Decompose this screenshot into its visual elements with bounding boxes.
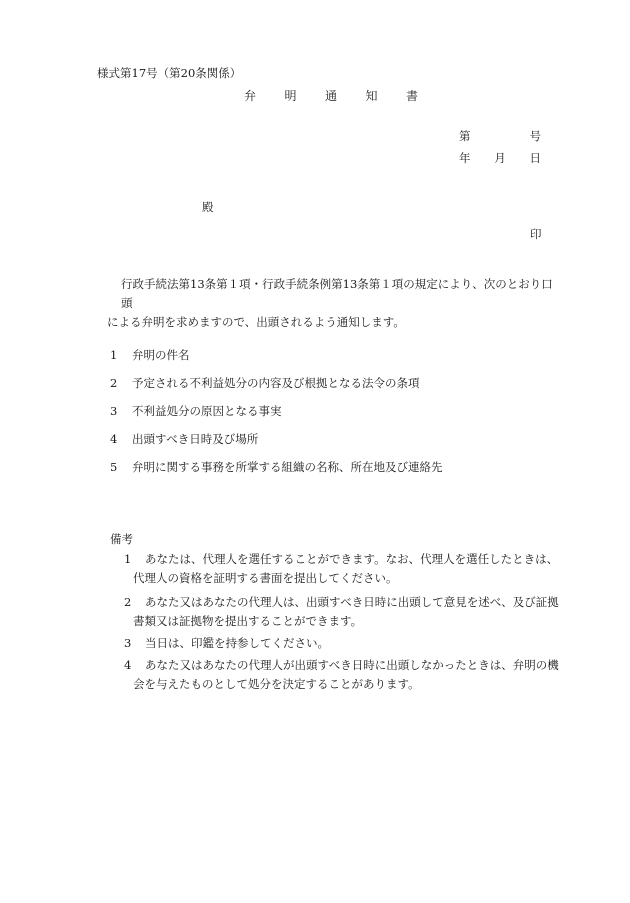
note-text: あなた又はあなたの代理人は、出頭すべき日時に出頭して意見を述べ、及び証拠 bbox=[145, 595, 559, 609]
title-char: 通 bbox=[324, 89, 337, 103]
intro-paragraph bbox=[97, 275, 557, 332]
item-text: 出頭すべき日時及び場所 bbox=[132, 432, 259, 446]
item-number: 4 bbox=[110, 432, 118, 446]
form-label: 様式第17号（第20条関係） bbox=[97, 66, 242, 80]
document-number bbox=[459, 131, 541, 143]
note-number: 3 bbox=[124, 636, 132, 650]
item-text: 不利益処分の原因となる事実 bbox=[132, 404, 282, 418]
date-day: 日 bbox=[529, 151, 541, 165]
note-text-continued: 書類又は証拠物を提出することができます。 bbox=[133, 614, 363, 628]
list-item bbox=[110, 434, 258, 446]
list-item bbox=[110, 462, 443, 474]
item-number: 2 bbox=[110, 376, 118, 390]
number-suffix: 号 bbox=[529, 129, 541, 143]
intro-line-2: による弁明を求めますので、出頭されるよう通知します。 bbox=[107, 315, 405, 329]
intro-line-1: 行政手続法第13条第１項・行政手続条例第13条第１項の規定により、次のとおり口頭 bbox=[121, 277, 553, 310]
item-number: 3 bbox=[110, 404, 118, 418]
note-item bbox=[124, 656, 564, 694]
note-item bbox=[124, 550, 564, 588]
item-text: 弁明の件名 bbox=[132, 348, 190, 362]
date-year: 年 bbox=[459, 151, 471, 165]
list-item bbox=[110, 350, 190, 362]
note-number: 1 bbox=[124, 552, 132, 566]
item-number: 1 bbox=[110, 348, 118, 362]
item-number: 5 bbox=[110, 460, 118, 474]
item-text: 予定される不利益処分の内容及び根拠となる法令の条項 bbox=[132, 376, 420, 390]
title-char: 明 bbox=[284, 89, 297, 103]
note-number: 4 bbox=[124, 658, 132, 672]
notes-heading: 備考 bbox=[110, 532, 133, 546]
document-title bbox=[244, 90, 418, 102]
seal-mark: 印 bbox=[530, 227, 542, 241]
note-number: 2 bbox=[124, 595, 132, 609]
item-text: 弁明に関する事務を所掌する組織の名称、所在地及び連絡先 bbox=[132, 460, 443, 474]
title-char: 書 bbox=[405, 89, 418, 103]
list-item bbox=[110, 406, 282, 418]
title-char: 弁 bbox=[244, 89, 257, 103]
title-char: 知 bbox=[365, 89, 378, 103]
note-text: あなたは、代理人を選任することができます。なお、代理人を選任したときは、 bbox=[145, 552, 559, 566]
date-month: 月 bbox=[494, 151, 506, 165]
note-item bbox=[124, 634, 564, 653]
note-text-continued: 代理人の資格を証明する書面を提出してください。 bbox=[133, 571, 398, 585]
list-item bbox=[110, 378, 420, 390]
note-text-continued: 会を与えたものとして処分を決定することがあります。 bbox=[133, 677, 420, 691]
note-item bbox=[124, 593, 564, 631]
document-date bbox=[459, 153, 541, 165]
number-prefix: 第 bbox=[459, 129, 471, 143]
note-text: あなた又はあなたの代理人が出頭すべき日時に出頭しなかったときは、弁明の機 bbox=[145, 658, 559, 672]
addressee-honorific: 殿 bbox=[202, 200, 214, 214]
note-text: 当日は、印鑑を持参してください。 bbox=[145, 636, 329, 650]
